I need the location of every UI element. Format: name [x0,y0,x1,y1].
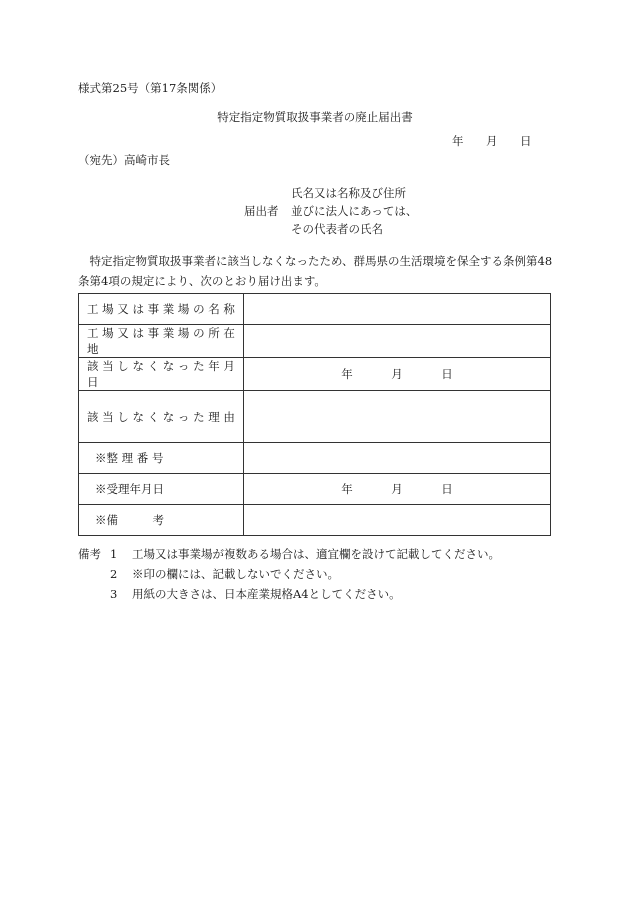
date-day-label: 日 [520,134,532,148]
table-row [79,294,551,325]
table-row [79,474,551,505]
year-label: 年 [341,482,353,496]
factory-address-field[interactable] [244,325,551,358]
note-text: 用紙の大きさは、日本産業規格A4としてください。 [132,587,401,601]
table-row [79,325,551,358]
applicant-label: 届出者 [244,204,279,218]
table-row [79,505,551,536]
reference-number-label: ※整 理 番 号 [79,443,244,474]
cessation-reason-field[interactable] [244,391,551,443]
day-label: 日 [441,367,453,381]
document-title: 特定指定物質取扱事業者の廃止届出書 [217,110,413,124]
cessation-reason-label: 該 当 し な く な っ た 理 由 [79,391,244,443]
factory-name-field[interactable] [244,294,551,325]
note-number: 3 [110,587,118,601]
table-row [79,358,551,391]
cessation-date-field[interactable] [244,358,551,391]
form-number: 様式第25号（第17条関係） [78,81,223,95]
note-number: 1 [110,547,118,561]
note-number: 2 [110,567,118,581]
applicant-line: 並びに法人にあっては、 [291,204,418,218]
submission-date [452,133,532,149]
table-row [79,391,551,443]
month-label: 月 [391,482,403,496]
note-text: 工場又は事業場が複数ある場合は、適宜欄を設けて記載してください。 [132,547,500,561]
reference-number-field[interactable] [244,443,551,474]
day-label: 日 [441,482,453,496]
notification-table [78,293,551,536]
month-label: 月 [391,367,403,381]
notes-heading: 備考 [78,547,101,561]
date-year-label: 年 [452,134,464,148]
cessation-date-label: 該 当 し な く な っ た 年 月 日 [79,358,244,391]
factory-address-label: 工 場 又 は 事 業 場 の 所 在 地 [79,325,244,358]
remarks-label: ※備 考 [79,505,244,536]
receipt-date-label: ※受理年月日 [79,474,244,505]
table-row [79,443,551,474]
notes [78,544,500,604]
remarks-field[interactable] [244,505,551,536]
note-text: ※印の欄には、記載しないでください。 [132,567,339,581]
applicant-line: 氏名又は名称及び住所 [291,186,406,200]
receipt-date-field[interactable] [244,474,551,505]
declaration-text: 特定指定物質取扱事業者に該当しなくなったため、群馬県の生活環境を保全する条例第48条第4項の規定により、次のとおり届け出ます。 [78,254,553,288]
addressee: （宛先）高崎市長 [78,153,170,167]
year-label: 年 [341,367,353,381]
applicant-line: その代表者の氏名 [291,222,383,236]
factory-name-label: 工 場 又 は 事 業 場 の 名 称 [79,294,244,325]
date-month-label: 月 [486,134,498,148]
